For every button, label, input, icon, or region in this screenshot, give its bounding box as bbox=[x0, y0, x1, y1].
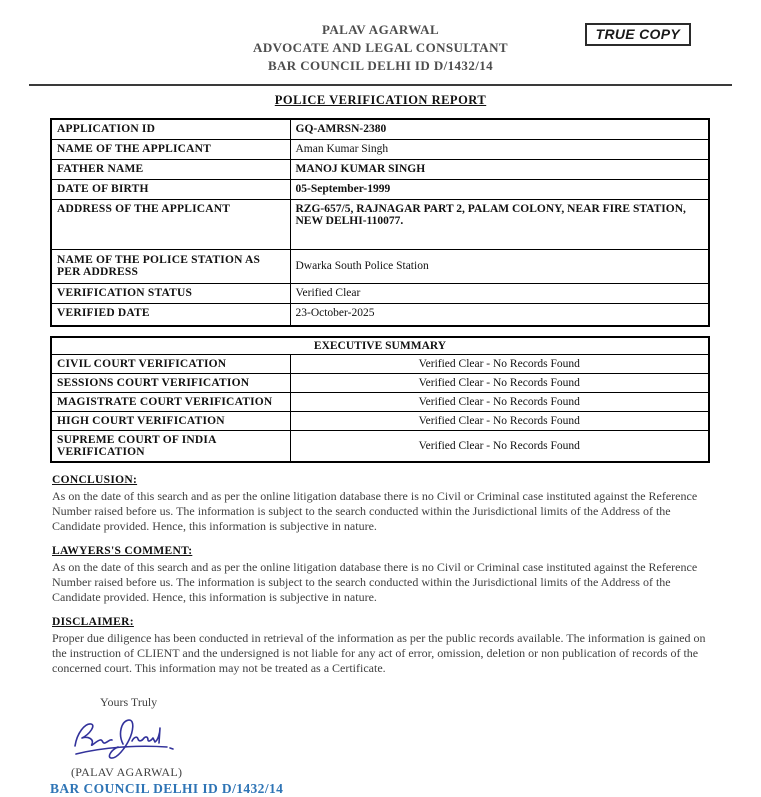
row-value: 05-September-1999 bbox=[290, 180, 709, 200]
signatory-name: (PALAV AGARWAL) bbox=[71, 765, 183, 779]
row-label: SUPREME COURT OF INDIA VERIFICATION bbox=[51, 431, 290, 463]
page-title: POLICE VERIFICATION REPORT bbox=[274, 93, 487, 107]
row-label: MAGISTRATE COURT VERIFICATION bbox=[51, 393, 290, 412]
lawyers-comment-heading: LAWYERS'S COMMENT: bbox=[52, 545, 193, 557]
row-value: Verified Clear - No Records Found bbox=[290, 393, 709, 412]
row-label: VERIFIED DATE bbox=[51, 304, 290, 327]
lawyers-comment-body: As on the date of this search and as per the online litigation database there is no Civil or Criminal case instituted against the Reference Number raised before us. The information is subject to the search conducted within the Jurisdictional limits of the Address of the Candidate provided. Hence, this information is subjective in nature. bbox=[52, 560, 698, 604]
table-row bbox=[51, 200, 709, 250]
table-row bbox=[51, 160, 709, 180]
row-label: VERIFICATION STATUS bbox=[51, 284, 290, 304]
row-value: Verified Clear - No Records Found bbox=[290, 412, 709, 431]
table-row bbox=[51, 284, 709, 304]
table-header-row bbox=[51, 337, 709, 355]
conclusion-heading: CONCLUSION: bbox=[52, 474, 138, 486]
row-label: NAME OF THE POLICE STATION AS PER ADDRESS bbox=[51, 250, 290, 284]
table-row bbox=[51, 119, 709, 140]
advocate-name: PALAV AGARWAL bbox=[321, 22, 440, 37]
row-value: Verified Clear - No Records Found bbox=[290, 355, 709, 374]
table-row bbox=[51, 393, 709, 412]
handwritten-signature bbox=[68, 714, 761, 764]
row-value: MANOJ KUMAR SINGH bbox=[290, 160, 709, 180]
applicant-details-table bbox=[50, 118, 710, 327]
table-row bbox=[51, 304, 709, 327]
conclusion-body: As on the date of this search and as per the online litigation database there is no Civil or Criminal case instituted against the Reference Number raised before us. The information is subject to the search conducted within the Jurisdictional limits of the Address of the Candidate provided. Hence, this information is subjective in nature. bbox=[52, 489, 698, 533]
row-label: ADDRESS OF THE APPLICANT bbox=[51, 200, 290, 250]
advocate-title: ADVOCATE AND LEGAL CONSULTANT bbox=[253, 40, 508, 55]
conclusion-section bbox=[52, 474, 711, 534]
advocate-bar-id: BAR COUNCIL DELHI ID D/1432/14 bbox=[267, 58, 494, 73]
row-label: APPLICATION ID bbox=[51, 119, 290, 140]
letterhead-divider bbox=[29, 84, 732, 86]
table-row bbox=[51, 180, 709, 200]
row-value: Aman Kumar Singh bbox=[290, 140, 709, 160]
disclaimer-body: Proper due diligence has been conducted in retrieval of the information as per the public records available. The information is gained on the instruction of CLIENT and the undersigned is not liable for any act of error, omission, deletion or non publication of records of the concerned court. This information may not be treated as a Certificate. bbox=[52, 631, 706, 675]
table-row bbox=[51, 355, 709, 374]
true-copy-stamp: TRUE COPY bbox=[585, 23, 691, 46]
row-value: 23-October-2025 bbox=[290, 304, 709, 327]
executive-summary-title: EXECUTIVE SUMMARY bbox=[51, 337, 709, 355]
row-label: SESSIONS COURT VERIFICATION bbox=[51, 374, 290, 393]
row-value: GQ-AMRSN-2380 bbox=[290, 119, 709, 140]
disclaimer-section bbox=[52, 616, 711, 676]
row-value: Verified Clear bbox=[290, 284, 709, 304]
row-label: CIVIL COURT VERIFICATION bbox=[51, 355, 290, 374]
lawyers-comment-section bbox=[52, 545, 711, 605]
row-value: RZG-657/5, RAJNAGAR PART 2, PALAM COLONY, NEAR FIRE STATION, NEW DELHI-110077. bbox=[290, 200, 709, 250]
table-row bbox=[51, 140, 709, 160]
table-row bbox=[51, 412, 709, 431]
row-label: HIGH COURT VERIFICATION bbox=[51, 412, 290, 431]
table-row bbox=[51, 250, 709, 284]
row-label: NAME OF THE APPLICANT bbox=[51, 140, 290, 160]
row-value: Dwarka South Police Station bbox=[290, 250, 709, 284]
disclaimer-heading: DISCLAIMER: bbox=[52, 616, 134, 628]
row-label: FATHER NAME bbox=[51, 160, 290, 180]
table-row bbox=[51, 374, 709, 393]
row-label: DATE OF BIRTH bbox=[51, 180, 290, 200]
executive-summary-table bbox=[50, 336, 710, 463]
table-row bbox=[51, 431, 709, 463]
bar-council-id: BAR COUNCIL DELHI ID D/1432/14 bbox=[50, 781, 284, 796]
closing-text: Yours Truly bbox=[100, 695, 158, 709]
row-value: Verified Clear - No Records Found bbox=[290, 374, 709, 393]
signature-ink-icon bbox=[68, 714, 178, 764]
row-value: Verified Clear - No Records Found bbox=[290, 431, 709, 463]
